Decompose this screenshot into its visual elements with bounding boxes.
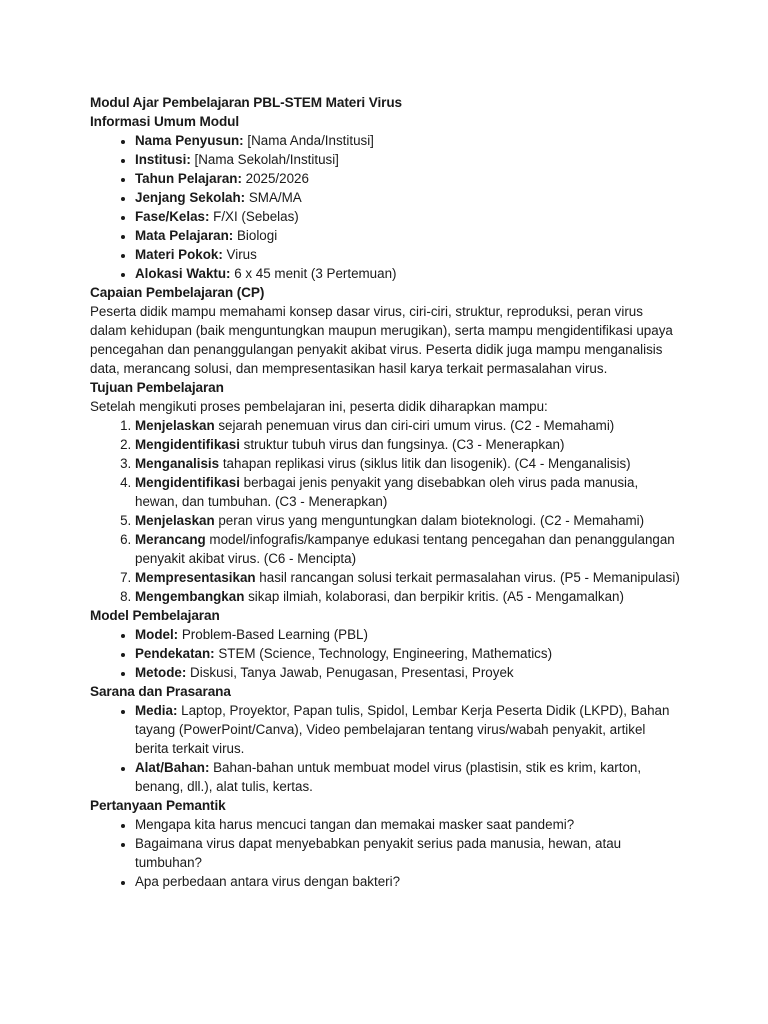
info-item bbox=[135, 150, 682, 169]
info-item bbox=[135, 207, 682, 226]
info-term: Mata Pelajaran: bbox=[135, 228, 234, 243]
tujuan-term: Menganalisis bbox=[135, 456, 220, 471]
tujuan-value: peran virus yang menguntungkan dalam bioteknologi. (C2 - Memahami) bbox=[214, 513, 645, 528]
info-term: Institusi: bbox=[135, 152, 191, 167]
info-item bbox=[135, 188, 682, 207]
info-value: F/XI (Sebelas) bbox=[209, 209, 299, 224]
info-value: SMA/MA bbox=[245, 190, 302, 205]
info-value: 6 x 45 menit (3 Pertemuan) bbox=[230, 266, 397, 281]
model-item bbox=[135, 625, 682, 644]
info-term: Jenjang Sekolah: bbox=[135, 190, 246, 205]
tujuan-item bbox=[135, 473, 682, 511]
model-value: STEM (Science, Technology, Engineering, Mathematics) bbox=[214, 646, 553, 661]
pemantik-item: • Bagaimana virus dapat menyebabkan penyakit serius pada manusia, hewan, atau tumbuhan? bbox=[135, 834, 682, 872]
info-item bbox=[135, 131, 682, 150]
info-value: Virus bbox=[222, 247, 257, 262]
cp-paragraph: Peserta didik mampu memahami konsep dasar virus, ciri-ciri, struktur, reproduksi, peran virus dalam kehidupan (baik menguntungkan maupun merugikan), serta mampu mengidentifikasi upaya pencegahan dan penanggulangan penyakit akibat virus. Peserta didik juga mampu menganalisis data, merancang solusi, dan mempresentasikan hasil karya terkait permasalahan virus. bbox=[90, 304, 673, 376]
model-heading: Model Pembelajaran bbox=[90, 608, 220, 623]
document-title: Modul Ajar Pembelajaran PBL-STEM Materi Virus bbox=[90, 95, 403, 110]
sarana-term: Alat/Bahan: bbox=[135, 760, 210, 775]
tujuan-term: Mengidentifikasi bbox=[135, 437, 240, 452]
sarana-heading: Sarana dan Prasarana bbox=[90, 684, 231, 699]
tujuan-term: Menjelaskan bbox=[135, 418, 215, 433]
info-item bbox=[135, 226, 682, 245]
tujuan-value: berbagai jenis penyakit yang disebabkan oleh virus pada manusia, hewan, dan tumbuhan. (C3 - Menerapkan) bbox=[135, 475, 639, 509]
tujuan-intro: Setelah mengikuti proses pembelajaran ini, peserta didik diharapkan mampu: bbox=[90, 399, 548, 414]
tujuan-item bbox=[135, 511, 682, 530]
info-value: Biologi bbox=[233, 228, 278, 243]
tujuan-term: Mempresentasikan bbox=[135, 570, 256, 585]
tujuan-value: sejarah penemuan virus dan ciri-ciri umum virus. (C2 - Memahami) bbox=[214, 418, 615, 433]
model-term: Pendekatan: bbox=[135, 646, 215, 661]
tujuan-item bbox=[135, 530, 682, 568]
pemantik-item: • Apa perbedaan antara virus dengan bakteri? bbox=[135, 872, 682, 891]
tujuan-value: sikap ilmiah, kolaborasi, dan berpikir kritis. (A5 - Mengamalkan) bbox=[244, 589, 624, 604]
info-value: [Nama Sekolah/Institusi] bbox=[190, 152, 339, 167]
sarana-term: Media: bbox=[135, 703, 178, 718]
info-item bbox=[135, 169, 682, 188]
model-item bbox=[135, 663, 682, 682]
tujuan-list bbox=[90, 416, 682, 606]
sarana-item bbox=[135, 758, 682, 796]
model-list bbox=[90, 625, 682, 682]
info-term: Nama Penyusun: bbox=[135, 133, 244, 148]
tujuan-value: hasil rancangan solusi terkait permasalahan virus. (P5 - Memanipulasi) bbox=[255, 570, 680, 585]
model-value: Problem-Based Learning (PBL) bbox=[178, 627, 368, 642]
cp-heading: Capaian Pembelajaran (CP) bbox=[90, 285, 265, 300]
info-term: Tahun Pelajaran: bbox=[135, 171, 242, 186]
sarana-value: Laptop, Proyektor, Papan tulis, Spidol, Lembar Kerja Peserta Didik (LKPD), Bahan tayang (PowerPoint/Canva), Video pembelajaran tentang virus/wabah penyakit, artikel berita terkait virus. bbox=[135, 703, 670, 756]
tujuan-term: Menjelaskan bbox=[135, 513, 215, 528]
tujuan-value: struktur tubuh virus dan fungsinya. (C3 - Menerapkan) bbox=[239, 437, 565, 452]
tujuan-item bbox=[135, 416, 682, 435]
tujuan-item bbox=[135, 568, 682, 587]
info-list bbox=[90, 131, 682, 283]
tujuan-heading: Tujuan Pembelajaran bbox=[90, 380, 224, 395]
tujuan-term: Mengidentifikasi bbox=[135, 475, 240, 490]
tujuan-term: Merancang bbox=[135, 532, 206, 547]
tujuan-item bbox=[135, 454, 682, 473]
tujuan-item bbox=[135, 435, 682, 454]
sarana-item bbox=[135, 701, 682, 758]
info-item bbox=[135, 245, 682, 264]
info-term: Materi Pokok: bbox=[135, 247, 223, 262]
info-value: [Nama Anda/Institusi] bbox=[243, 133, 374, 148]
model-item bbox=[135, 644, 682, 663]
model-value: Diskusi, Tanya Jawab, Penugasan, Presentasi, Proyek bbox=[186, 665, 514, 680]
tujuan-value: tahapan replikasi virus (siklus litik dan lisogenik). (C4 - Menganalisis) bbox=[219, 456, 631, 471]
sarana-list bbox=[90, 701, 682, 796]
model-term: Model: bbox=[135, 627, 179, 642]
info-term: Alokasi Waktu: bbox=[135, 266, 231, 281]
tujuan-item bbox=[135, 587, 682, 606]
info-term: Fase/Kelas: bbox=[135, 209, 210, 224]
info-item bbox=[135, 264, 682, 283]
info-value: 2025/2026 bbox=[241, 171, 309, 186]
model-term: Metode: bbox=[135, 665, 187, 680]
sarana-value: Bahan-bahan untuk membuat model virus (plastisin, stik es krim, karton, benang, dll.), alat tulis, kertas. bbox=[135, 760, 642, 794]
tujuan-value: model/infografis/kampanye edukasi tentang pencegahan dan penanggulangan penyakit akibat virus. (C6 - Mencipta) bbox=[135, 532, 675, 566]
tujuan-term: Mengembangkan bbox=[135, 589, 245, 604]
pemantik-heading: Pertanyaan Pemantik bbox=[90, 798, 226, 813]
pemantik-item: • Mengapa kita harus mencuci tangan dan memakai masker saat pandemi? bbox=[135, 815, 682, 834]
pemantik-list bbox=[90, 815, 682, 891]
info-heading: Informasi Umum Modul bbox=[90, 114, 240, 129]
